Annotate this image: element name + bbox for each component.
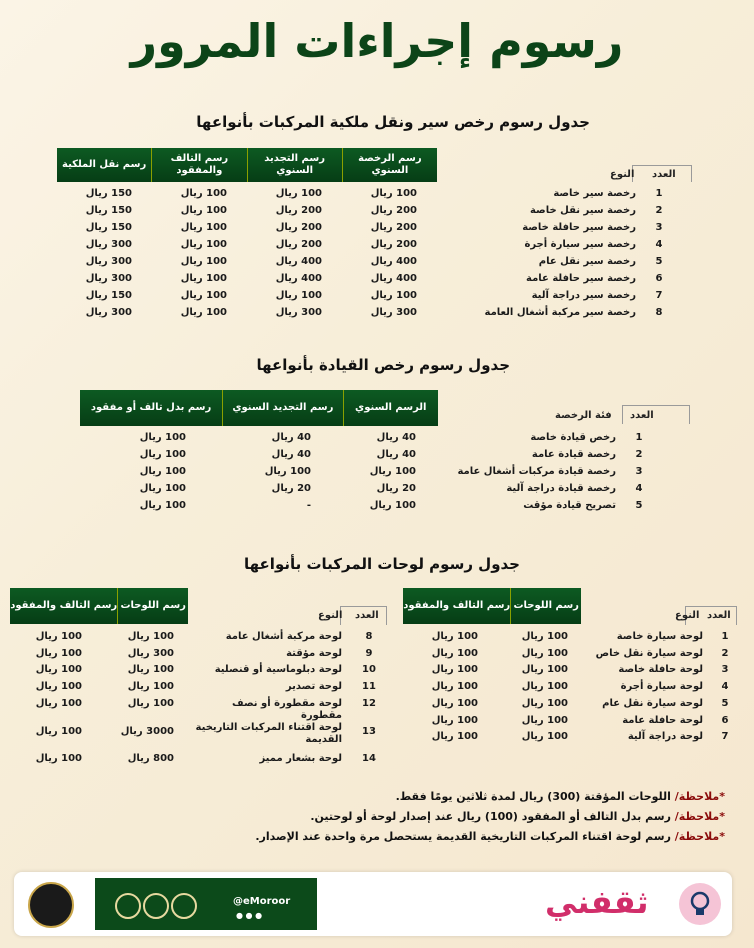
drv-row-value: 40 ريال bbox=[376, 449, 416, 460]
plates-row-type: لوحة بشعار مميز bbox=[259, 753, 342, 764]
reg-row-value: 200 ريال bbox=[275, 205, 322, 216]
snapchat-icon[interactable]: ● bbox=[255, 911, 263, 920]
reg-row-value: 300 ريال bbox=[85, 273, 132, 284]
plates-row-value: 100 ريال bbox=[521, 631, 568, 642]
emblem-icon-3 bbox=[171, 893, 197, 919]
drv-row-number: 2 bbox=[635, 449, 643, 460]
plates-row-type: لوحة مركبة أشغال عامة bbox=[225, 631, 342, 642]
plates-row-number: 9 bbox=[365, 648, 373, 659]
plates-row-number: 13 bbox=[362, 726, 376, 737]
reg-row-value: 200 ريال bbox=[275, 239, 322, 250]
emblem-icon-1 bbox=[115, 893, 141, 919]
brand-name: ثقفني bbox=[545, 883, 649, 921]
note-3-text: رسم لوحة اقتناء المركبات التاريخية القديمة يستحصل مرة واحدة عند الإصدار. bbox=[255, 830, 671, 843]
plates-row-value: 100 ريال bbox=[127, 664, 174, 675]
plates-row-value: 100 ريال bbox=[431, 631, 478, 642]
drv-row-value: 100 ريال bbox=[139, 500, 186, 511]
drv-row-number: 1 bbox=[635, 432, 643, 443]
reg-row-type: رخصة سير دراجة آلية bbox=[531, 290, 636, 301]
reg-row-value: 100 ريال bbox=[180, 222, 227, 233]
plates-row-number: 14 bbox=[362, 753, 376, 764]
reg-row-value: 150 ريال bbox=[85, 205, 132, 216]
plates-right-header-row bbox=[403, 588, 581, 624]
reg-row-value: 100 ريال bbox=[370, 188, 417, 199]
twitter-icon[interactable]: ● bbox=[236, 911, 243, 920]
drv-row-type: تصريح قيادة مؤقت bbox=[523, 500, 616, 511]
reg-row-value: 100 ريال bbox=[370, 290, 417, 301]
plates-row-type: لوحة مقطورة أو نصف مقطورة bbox=[232, 698, 342, 721]
reg-row-value: 200 ريال bbox=[370, 222, 417, 233]
reg-row-value: 100 ريال bbox=[275, 290, 322, 301]
reg-row-value: 150 ريال bbox=[85, 188, 132, 199]
plates-right-header-fee: رسم اللوحات bbox=[510, 588, 581, 624]
reg-col-type: النوع bbox=[610, 169, 635, 180]
note-3 bbox=[60, 830, 725, 843]
plates-row-value: 800 ريال bbox=[127, 753, 174, 764]
plates-row-type: لوحة دبلوماسية أو قنصلية bbox=[214, 664, 342, 675]
plates-row-type: لوحة تصدير bbox=[285, 681, 342, 692]
drv-row-number: 4 bbox=[635, 483, 643, 494]
reg-row-number: 8 bbox=[655, 307, 663, 318]
plates-row-value: 100 ريال bbox=[431, 664, 478, 676]
reg-header-renewal: رسم التجديد السنوي bbox=[247, 148, 342, 182]
reg-row-number: 6 bbox=[655, 273, 663, 284]
reg-row-value: 400 ريال bbox=[370, 273, 417, 284]
plates-row-type: لوحة حافلة عامة bbox=[622, 714, 703, 726]
reg-header-transfer: رسم نقل الملكية bbox=[57, 148, 151, 182]
plates-row-value: 100 ريال bbox=[35, 631, 82, 642]
plates-row-type: لوحة سيارة خاصة bbox=[616, 631, 703, 642]
reg-header-damaged: رسم التالف والمفقود bbox=[151, 148, 246, 182]
plates-left-header-fee: رسم اللوحات bbox=[117, 588, 188, 624]
reg-row-value: 100 ريال bbox=[180, 307, 227, 318]
plates-row-value: 100 ريال bbox=[127, 631, 174, 642]
drv-row-number: 5 bbox=[635, 500, 643, 511]
reg-col-num: العدد bbox=[652, 169, 676, 180]
reg-row-number: 1 bbox=[655, 188, 663, 199]
drv-row-value: 100 ريال bbox=[139, 466, 186, 477]
instagram-icon[interactable]: ● bbox=[245, 911, 253, 920]
reg-header-annual: رسم الرخصة السنوي bbox=[342, 148, 437, 182]
plates-row-value: 3000 ريال bbox=[120, 726, 174, 737]
plates-row-value: 100 ريال bbox=[35, 648, 82, 659]
note-2 bbox=[60, 810, 725, 823]
reg-row-value: 400 ريال bbox=[370, 256, 417, 267]
plates-row-type: لوحة مؤقتة bbox=[286, 648, 342, 659]
plates-row-number: 5 bbox=[721, 697, 729, 709]
reg-row-value: 300 ريال bbox=[85, 239, 132, 250]
reg-row-type: رخصة سير خاصة bbox=[553, 188, 636, 199]
plates-left-col-type: النوع bbox=[318, 610, 343, 621]
drv-row-number: 3 bbox=[635, 466, 643, 477]
plates-row-value: 100 ريال bbox=[431, 714, 478, 726]
plates-row-type: لوحة سيارة نقل عام bbox=[602, 697, 703, 709]
plates-row-number: 6 bbox=[721, 714, 729, 726]
plates-right-col-type: النوع bbox=[675, 610, 700, 621]
plates-row-value: 100 ريال bbox=[521, 647, 568, 659]
reg-row-value: 200 ريال bbox=[275, 222, 322, 233]
reg-row-value: 100 ريال bbox=[275, 188, 322, 199]
note-2-label: *ملاحظة/ bbox=[674, 810, 725, 823]
plates-row-value: 100 ريال bbox=[521, 697, 568, 709]
reg-row-number: 4 bbox=[655, 239, 663, 250]
plates-row-number: 7 bbox=[721, 731, 729, 743]
drv-row-value: 40 ريال bbox=[271, 432, 311, 443]
drv-row-value: 100 ريال bbox=[369, 466, 416, 477]
plates-row-number: 11 bbox=[362, 681, 376, 692]
plates-row-value: 300 ريال bbox=[127, 648, 174, 659]
plates-left-header-damaged: رسم التالف والمفقود bbox=[10, 588, 117, 624]
reg-row-value: 400 ريال bbox=[275, 273, 322, 284]
plates-row-type: لوحة حافلة خاصة bbox=[618, 664, 703, 676]
plates-row-value: 100 ريال bbox=[35, 681, 82, 692]
plates-row-number: 8 bbox=[365, 631, 373, 642]
plates-row-number: 3 bbox=[721, 664, 729, 676]
page-title: رسوم إجراءات المرور bbox=[130, 14, 624, 68]
drv-row-value: 20 ريال bbox=[271, 483, 311, 494]
reg-row-value: 150 ريال bbox=[85, 290, 132, 301]
plates-row-value: 100 ريال bbox=[521, 714, 568, 726]
note-3-label: *ملاحظة/ bbox=[674, 830, 725, 843]
reg-row-value: 100 ريال bbox=[180, 273, 227, 284]
plates-row-type: لوحة سيارة نقل خاص bbox=[595, 647, 703, 659]
drv-row-value: 20 ريال bbox=[376, 483, 416, 494]
reg-row-value: 100 ريال bbox=[180, 239, 227, 250]
plates-row-number: 1 bbox=[721, 631, 729, 642]
plates-row-number: 12 bbox=[362, 698, 376, 709]
drv-row-value: 100 ريال bbox=[369, 500, 416, 511]
plates-row-value: 100 ريال bbox=[35, 726, 82, 737]
drv-row-type: رخص قيادة خاصة bbox=[530, 432, 616, 443]
plates-row-value: 100 ريال bbox=[521, 731, 568, 743]
note-1-label: *ملاحظة/ bbox=[674, 790, 725, 803]
reg-row-number: 7 bbox=[655, 290, 663, 301]
plates-row-value: 100 ريال bbox=[431, 731, 478, 743]
drv-row-value: 100 ريال bbox=[139, 432, 186, 443]
reg-row-value: 100 ريال bbox=[180, 188, 227, 199]
lightbulb-icon bbox=[679, 883, 721, 925]
social-icons bbox=[236, 911, 262, 920]
reg-row-number: 5 bbox=[655, 256, 663, 267]
reg-row-type: رخصة سير مركبة أشغال العامة bbox=[484, 307, 636, 318]
drv-row-type: رخصة قيادة دراجة آلية bbox=[506, 483, 616, 494]
plates-row-value: 100 ريال bbox=[431, 697, 478, 709]
reg-row-type: رخصة سير نقل خاصة bbox=[529, 205, 636, 216]
reg-row-value: 300 ريال bbox=[85, 256, 132, 267]
plates-row-value: 100 ريال bbox=[127, 681, 174, 692]
plates-row-value: 100 ريال bbox=[521, 681, 568, 693]
drv-row-value: 100 ريال bbox=[139, 483, 186, 494]
emblem-icon-2 bbox=[143, 893, 169, 919]
reg-row-type: رخصة سير حافلة خاصة bbox=[522, 222, 636, 233]
note-1 bbox=[60, 790, 725, 803]
reg-row-value: 200 ريال bbox=[370, 205, 417, 216]
plates-row-number: 2 bbox=[721, 647, 729, 659]
drv-row-value: 100 ريال bbox=[264, 466, 311, 477]
plates-row-number: 10 bbox=[362, 664, 376, 675]
drv-header-annual: الرسم السنوي bbox=[343, 390, 438, 426]
reg-row-value: 150 ريال bbox=[85, 222, 132, 233]
note-2-text: رسم بدل التالف أو المفقود (100) ريال عند إصدار لوحة أو لوحتين. bbox=[310, 810, 671, 823]
drv-row-value: 40 ريال bbox=[376, 432, 416, 443]
reg-row-type: رخصة سير سيارة أجرة bbox=[524, 239, 636, 250]
plates-row-value: 100 ريال bbox=[431, 647, 478, 659]
drv-col-num: العدد bbox=[630, 410, 654, 421]
plates-left-col-num: العدد bbox=[355, 610, 379, 621]
drv-row-value: - bbox=[306, 500, 311, 511]
plates-row-number: 4 bbox=[721, 681, 729, 693]
reg-row-type: رخصة سير حافلة عامة bbox=[526, 273, 636, 284]
drv-row-value: 100 ريال bbox=[139, 449, 186, 460]
reg-row-value: 400 ريال bbox=[275, 256, 322, 267]
drv-col-type: فئة الرخصة bbox=[555, 410, 612, 421]
plates-row-type: لوحة دراجة آلية bbox=[627, 731, 703, 743]
driving-heading: جدول رسوم رخص القيادة بأنواعها bbox=[256, 356, 510, 374]
reg-row-number: 3 bbox=[655, 222, 663, 233]
drv-row-value: 40 ريال bbox=[271, 449, 311, 460]
plates-row-value: 100 ريال bbox=[35, 664, 82, 675]
reg-row-value: 100 ريال bbox=[180, 205, 227, 216]
plates-left-header-row bbox=[10, 588, 188, 624]
plates-row-type: لوحة سيارة أجرة bbox=[620, 681, 703, 693]
footer-handle[interactable]: @eMoroor bbox=[233, 896, 291, 907]
plates-row-value: 100 ريال bbox=[521, 664, 568, 676]
reg-row-value: 100 ريال bbox=[180, 256, 227, 267]
plates-row-value: 100 ريال bbox=[127, 698, 174, 709]
plates-row-value: 100 ريال bbox=[35, 753, 82, 764]
registration-heading: جدول رسوم رخص سير ونقل ملكية المركبات بأنواعها bbox=[196, 113, 590, 131]
reg-row-number: 2 bbox=[655, 205, 663, 216]
reg-row-value: 100 ريال bbox=[180, 290, 227, 301]
plates-row-value: 100 ريال bbox=[35, 698, 82, 709]
plates-heading: جدول رسوم لوحات المركبات بأنواعها bbox=[244, 555, 520, 573]
registration-header-row bbox=[57, 148, 437, 182]
plates-right-col-num: العدد bbox=[707, 610, 731, 621]
plates-row-value: 100 ريال bbox=[431, 681, 478, 693]
driving-header-row bbox=[80, 390, 438, 426]
traffic-police-emblem-icon bbox=[28, 882, 74, 928]
plates-row-type: لوحة اقتناء المركبات التاريخية القديمة bbox=[195, 722, 342, 745]
reg-row-value: 300 ريال bbox=[275, 307, 322, 318]
plates-right-header-damaged: رسم التالف والمفقود bbox=[403, 588, 510, 624]
drv-row-type: رخصة قيادة عامة bbox=[531, 449, 616, 460]
drv-header-renewal: رسم التجديد السنوي bbox=[222, 390, 342, 426]
reg-row-type: رخصة سير نقل عام bbox=[538, 256, 636, 267]
note-1-text: اللوحات المؤقتة (300) ريال لمدة ثلاثين يومًا فقط. bbox=[395, 790, 671, 803]
reg-row-value: 200 ريال bbox=[370, 239, 417, 250]
drv-row-type: رخصة قيادة مركبات أشغال عامة bbox=[457, 466, 616, 477]
reg-row-value: 300 ريال bbox=[85, 307, 132, 318]
reg-row-value: 300 ريال bbox=[370, 307, 417, 318]
drv-header-damaged: رسم بدل تالف أو مفقود bbox=[80, 390, 222, 426]
